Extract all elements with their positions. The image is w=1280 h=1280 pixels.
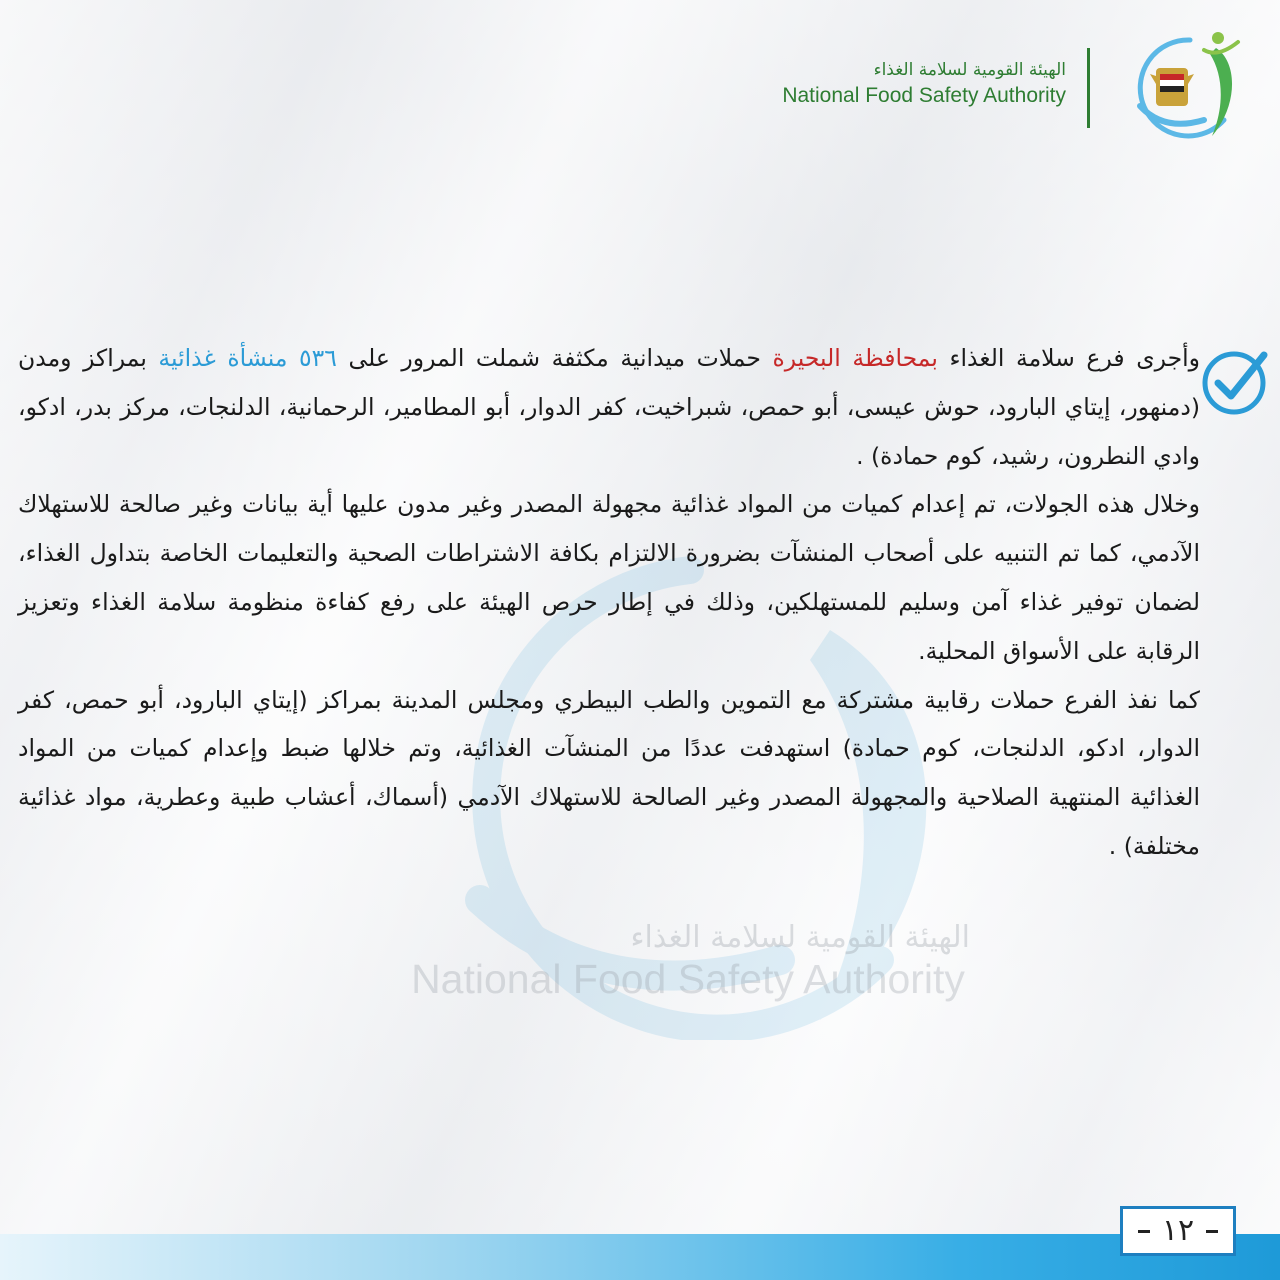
- governorate-highlight: بمحافظة البحيرة: [772, 344, 938, 372]
- page-number-dash-right: [1206, 1230, 1218, 1233]
- nfsa-logo: [778, 28, 1248, 148]
- page-number-dash-left: [1138, 1230, 1150, 1233]
- facility-count-highlight: ٥٣٦ منشأة غذائية: [158, 344, 337, 372]
- paragraph-1: [18, 334, 1200, 480]
- footer-bar: [0, 1234, 1280, 1280]
- org-name-english: National Food Safety Authority: [782, 84, 1066, 107]
- watermark-text-english: National Food Safety Authority: [411, 956, 965, 1002]
- paragraph-3: كما نفذ الفرع حملات رقابية مشتركة مع التموين والطب البيطري ومجلس المدينة بمراكز (إيتاي البارود، أبو حمص، كفر الدوار، ادكو، الدلنجات، كوم حمادة) استهدفت عددًا من المنشآت الغذائية، وتم خلالها ضبط وإعدام كميات من المواد الغذائية المنتهية الصلاحية والمجهولة المصدر وغير الصالحة للاستهلاك الآدمي (أسماك، أعشاب طبية وعطرية، مواد غذائية مختلفة) .: [18, 685, 1200, 860]
- watermark-text-arabic: الهيئة القومية لسلامة الغذاء: [630, 920, 970, 955]
- org-name-arabic: الهيئة القومية لسلامة الغذاء: [873, 60, 1066, 80]
- page-number-box: [1120, 1206, 1236, 1256]
- nfsa-emblem-icon: [1120, 28, 1248, 146]
- p1-text-start: وأجرى فرع سلامة الغذاء: [937, 344, 1200, 372]
- checkmark-circle-icon: [1200, 345, 1270, 415]
- p1-text-middle: حملات ميدانية مكثفة شملت المرور على: [336, 344, 773, 372]
- article-body: [18, 334, 1200, 871]
- p1-text-end: بمراكز ومدن (دمنهور، إيتاي البارود، حوش عيسى، أبو حمص، شبراخيت، كفر الدوار، أبو المطامير، الرحمانية، الدلنجات، مركز بدر، ادكو، وادي النطرون، رشيد، كوم حمادة) .: [18, 344, 1200, 470]
- logo-divider: [1087, 48, 1090, 128]
- paragraph-2: وخلال هذه الجولات، تم إعدام كميات من المواد غذائية مجهولة المصدر وغير مدون عليها أية بيانات وغير صالحة للاستهلاك الآدمي، كما تم التنبيه على أصحاب المنشآت بضرورة الالتزام بكافة الاشتراطات الصحية والتعليمات الخاصة بتداول الغذاء، لضمان توفير غذاء آمن وسليم للمستهلكين، وذلك في إطار حرص الهيئة على رفع كفاءة منظومة سلامة الغذاء وتعزيز الرقابة على الأسواق المحلية.: [18, 490, 1200, 665]
- page-number: ١٢: [1161, 1213, 1195, 1248]
